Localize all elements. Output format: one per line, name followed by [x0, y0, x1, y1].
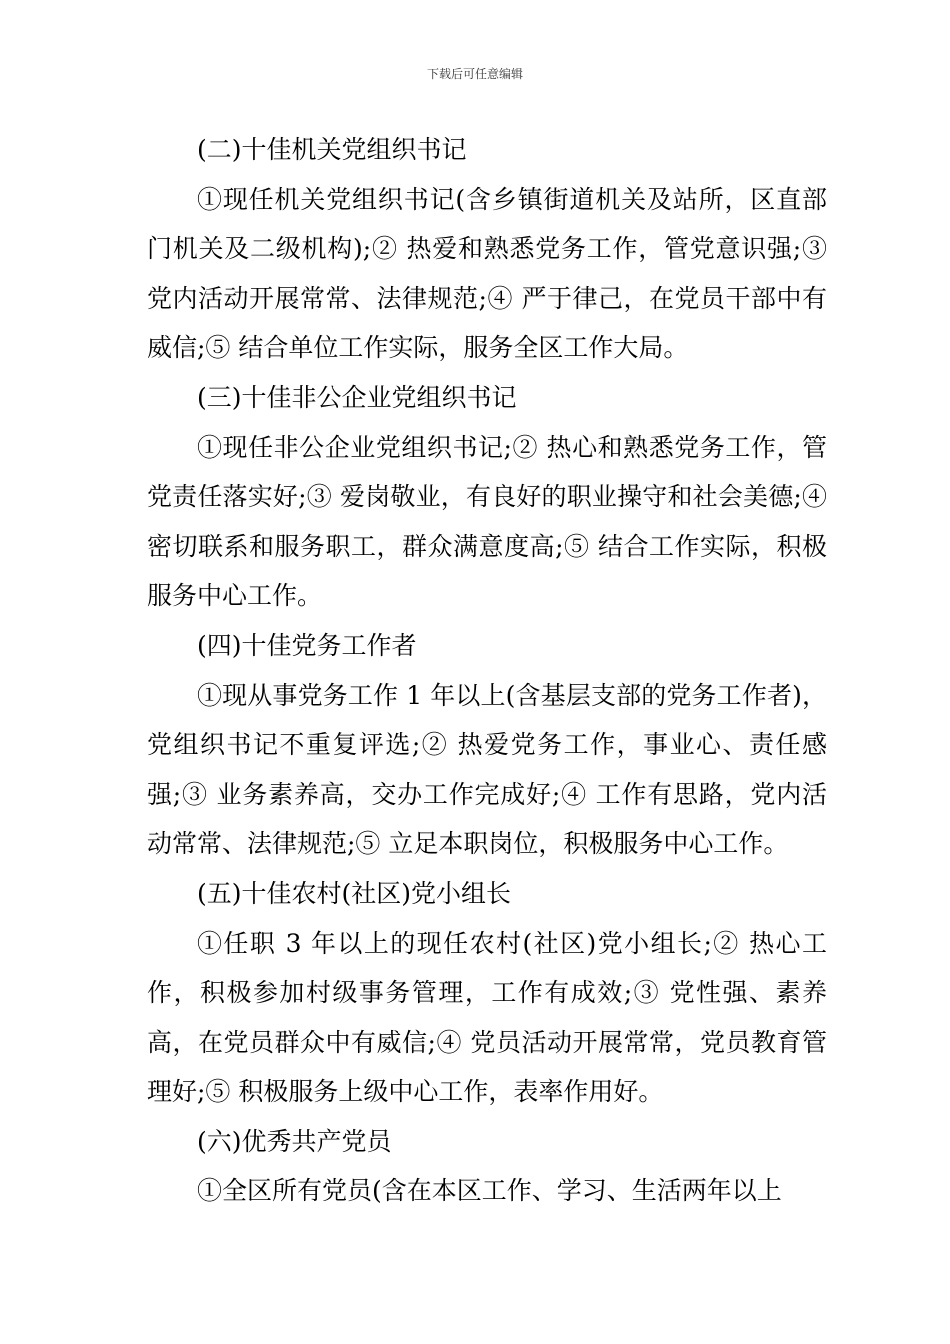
section-heading-3: (三)十佳非公企业党组织书记	[197, 382, 517, 412]
page-header: 下载后可任意编辑	[426, 67, 523, 81]
section-heading-5: (五)十佳农村(社区)党小组长	[197, 878, 512, 908]
section-body-6: ①全区所有党员(含在本区工作、学习、生活两年以上	[197, 1176, 782, 1206]
section-body-2: ①现任机关党组织书记(含乡镇街道机关及站所，区直部门机关及二级机构);② 热爱和熟悉党务工作，管党意识强;③ 党内活动开展常常、法律规范;④ 严于律己，在党员干部中有威信;⑤ 结合单位工作实际，服务全区工作大局。	[147, 184, 827, 363]
section-body-4: ①现从事党务工作 1 年以上(含基层支部的党务工作者)，党组织书记不重复评选;② 热爱党务工作，事业心、责任感强;③ 业务素养高，交办工作完成好;④ 工作有思路，党内活动常常、法律规范;⑤ 立足本职岗位，积极服务中心工作。	[147, 680, 827, 859]
section-body-5: ①任职 3 年以上的现任农村(社区)党小组长;② 热心工作，积极参加村级事务管理，工作有成效;③ 党性强、素养高，在党员群众中有威信;④ 党员活动开展常常，党员教育管理好;⑤ 积极服务上级中心工作，表率作用好。	[147, 928, 827, 1107]
document-body	[147, 125, 827, 1216]
section-heading-6: (六)优秀共产党员	[197, 1126, 392, 1156]
section-heading-2: (二)十佳机关党组织书记	[197, 135, 467, 164]
section-body-3: ①现任非公企业党组织书记;② 热心和熟悉党务工作，管党责任落实好;③ 爱岗敬业，有良好的职业操守和社会美德;④ 密切联系和服务职工，群众满意度高;⑤ 结合工作实际，积极服务中心工作。	[147, 432, 827, 611]
section-heading-4: (四)十佳党务工作者	[197, 630, 417, 660]
